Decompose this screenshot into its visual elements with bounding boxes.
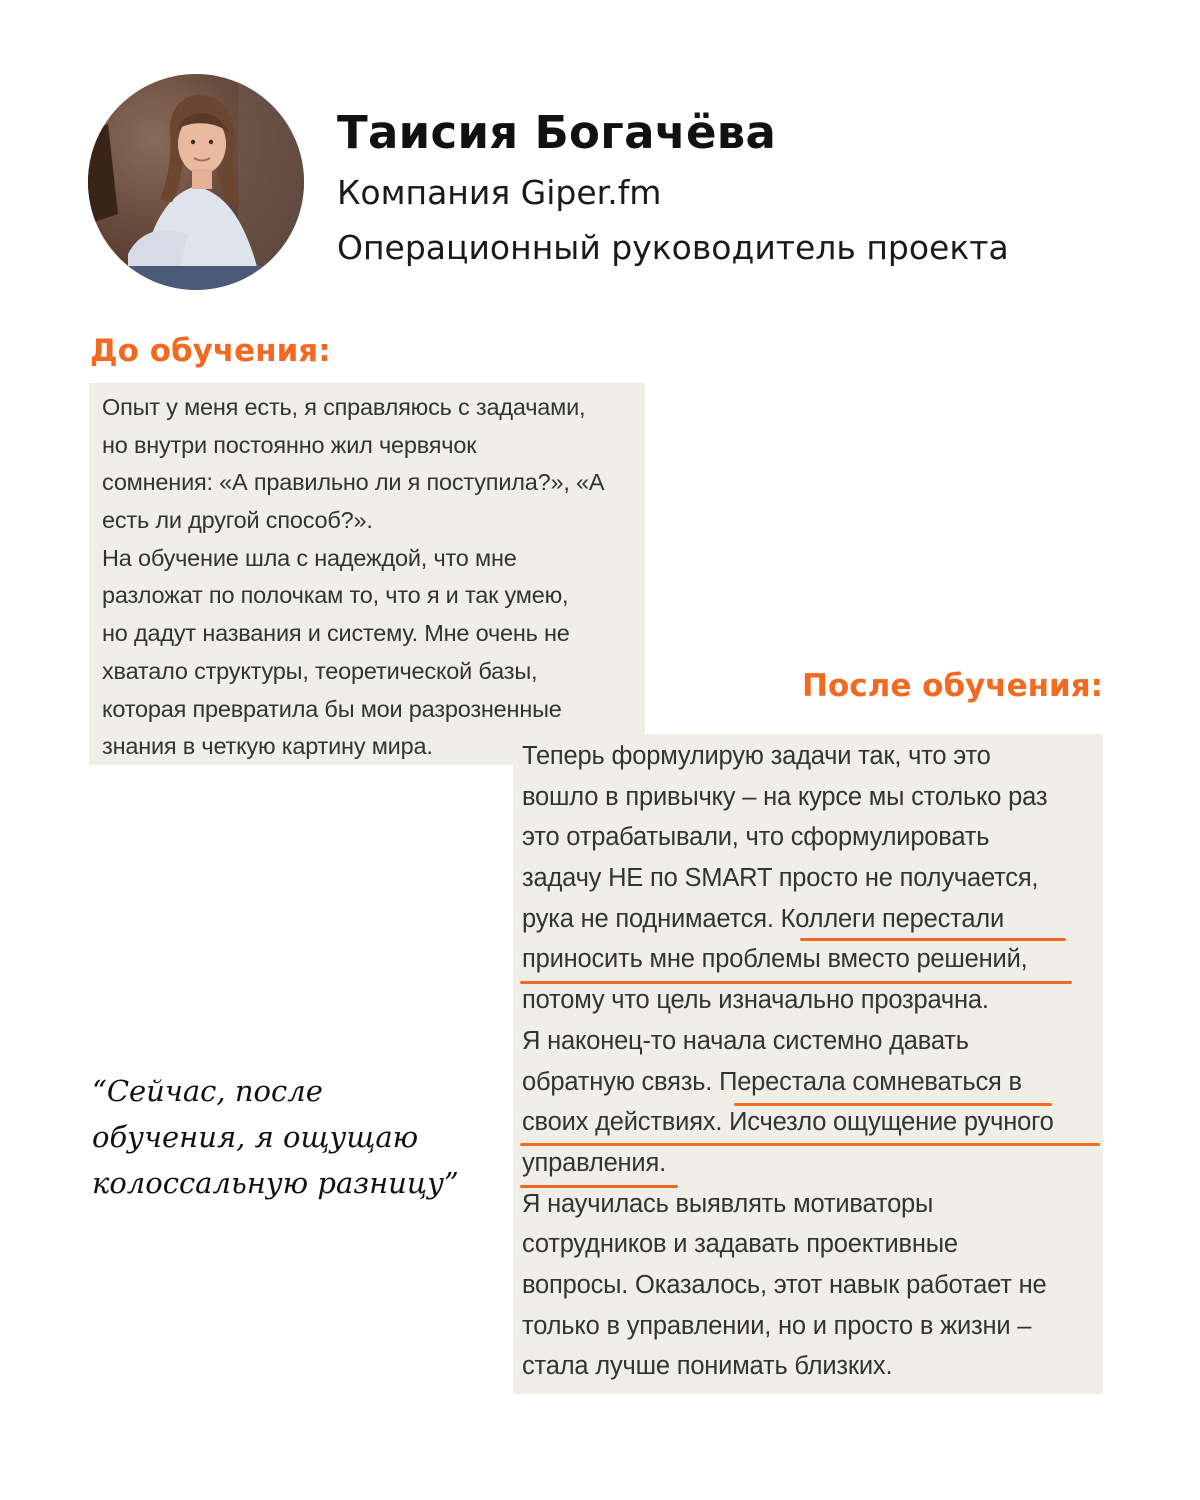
after-line: только в управлении, но и просто в жизни – [522, 1311, 1032, 1340]
before-card [89, 383, 645, 765]
profile-photo [88, 74, 304, 290]
highlight-underline [734, 1103, 1052, 1106]
before-line: которая превратила бы мои разрозненные [102, 695, 562, 722]
before-line: Опыт у меня есть, я справляюсь с задачами, [102, 394, 586, 420]
after-line: вошло в привычку – на курсе мы столько раз [522, 782, 1048, 811]
person-name: Таисия Богачёва [337, 106, 777, 159]
after-line: потому что цель изначально прозрачна. [522, 986, 989, 1015]
after-line: это отрабатывали, что сформулировать [522, 823, 990, 852]
after-line: обратную связь. Перестала сомневаться в [522, 1067, 1022, 1096]
after-line: приносить мне проблемы вместо решений, [522, 945, 1028, 974]
after-line: управления. [522, 1148, 666, 1177]
testimonial-quote [92, 1068, 472, 1206]
after-card [513, 734, 1103, 1394]
before-line: знания в четкую картину мира. [102, 733, 433, 760]
before-line: разложат по полочкам то, что я и так умею, [102, 582, 569, 609]
person-company: Компания Giper.fm [337, 173, 662, 212]
after-line: сотрудников и задавать проективные [522, 1230, 958, 1259]
person-role: Операционный руководитель проекта [337, 228, 1009, 267]
quote-line: “Сейчас, после [92, 1074, 323, 1108]
after-line: своих действиях. Исчезло ощущение ручного [522, 1108, 1054, 1137]
after-line: рука не поднимается. Коллеги перестали [522, 904, 1005, 933]
before-line: хватало структуры, теоретической базы, [102, 657, 538, 684]
highlight-underline [800, 938, 1066, 941]
highlight-underline [520, 981, 1072, 984]
before-line: но дадут названия и систему. Мне очень не [102, 620, 570, 647]
highlight-underline [520, 1143, 1100, 1146]
quote-line: обучения, я ощущаю [92, 1120, 419, 1154]
after-line: Я научилась выявлять мотиваторы [522, 1189, 934, 1218]
person-photo-illustration [88, 74, 304, 290]
after-line: вопросы. Оказалось, этот навык работает не [522, 1270, 1047, 1299]
before-heading: До обучения: [90, 333, 331, 369]
after-line: Я наконец-то начала системно давать [522, 1026, 969, 1055]
after-line: задачу НЕ по SMART просто не получается, [522, 864, 1039, 893]
quote-line: колоссальную разницу” [92, 1166, 459, 1200]
before-line: но внутри постоянно жил червячок [102, 431, 477, 458]
highlight-underline [520, 1185, 678, 1188]
after-line: стала лучше понимать близких. [522, 1352, 893, 1381]
before-line: есть ли другой способ?». [102, 507, 373, 534]
before-line: На обучение шла с надеждой, что мне [102, 544, 517, 571]
before-line: сомнения: «А правильно ли я поступила?», «А [102, 469, 605, 496]
after-heading: После обучения: [802, 668, 1104, 704]
after-line: Теперь формулирую задачи так, что это [522, 742, 991, 770]
